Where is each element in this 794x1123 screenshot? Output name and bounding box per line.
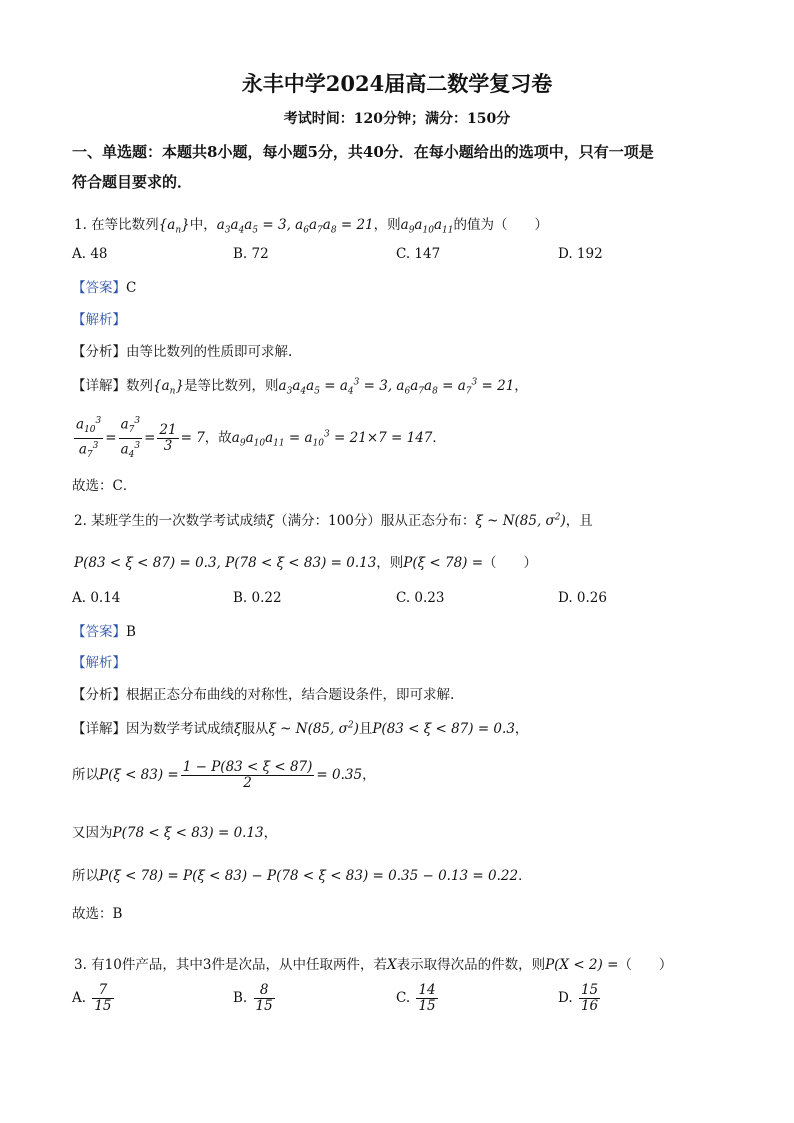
- answer-tag: 【答案】: [72, 624, 126, 640]
- q1-detail: [72, 374, 528, 397]
- q2-option-a: A. 0.14: [72, 590, 121, 606]
- q1-period: ．: [432, 430, 446, 447]
- fenxi-tag: 【分析】: [72, 344, 126, 360]
- q2-detail-a: 因为数学考试成绩: [126, 721, 234, 737]
- q3-option-a-frac: $\frac{7}{15}$: [94, 982, 112, 1014]
- q3-option-d-label: D.: [558, 990, 573, 1006]
- q2-option-b: B. 0.22: [233, 590, 282, 606]
- q1-seq: $\{a_n\}$: [158, 217, 190, 236]
- q2-answer: [72, 620, 136, 640]
- xiangjie-tag: 【详解】: [72, 721, 126, 737]
- q1-detail-line2: $\frac{a_{10}^3}{a_7^3}$ = $\frac{a_7^3}{a_4^3}$ = $\frac{21}{3}$ = 7，故$a_9a_{10}a_{11} = a_{10}^3 = 21\times 7 = 147$．: [72, 414, 446, 463]
- q1-option-c: C. 147: [396, 246, 441, 262]
- fenxi-tag: 【分析】: [72, 687, 126, 703]
- q2-so2: [72, 864, 532, 884]
- q1-stem-text-c: ，则: [373, 217, 401, 233]
- q2-also-comma: ，: [263, 825, 278, 841]
- q2-stem-d: ，则: [376, 555, 404, 571]
- q2-fenxi-text: 根据正态分布曲线的对称性，结合题设条件，即可求解.: [126, 687, 455, 703]
- q2-detail-dist: ξ ~ N(85, $\sigma^2$): [268, 720, 359, 737]
- q1-frac-3: $\frac{21}{3}$: [159, 422, 177, 455]
- q2-stem-line2: [74, 551, 537, 571]
- q2-stem-e: （ ）: [483, 555, 538, 571]
- q1-detail-b: 是等比数列，则: [184, 378, 279, 394]
- q2-stem-b: （满分：100分）服从正态分布：: [274, 513, 476, 529]
- q2-conclusion: 故选：B: [72, 906, 123, 922]
- q2-so2-label: 所以: [72, 868, 99, 884]
- q3-option-c-label: C.: [396, 990, 411, 1006]
- page-title: 永丰中学2024届高二数学复习卷: [241, 71, 553, 96]
- q3-option-a-label: A.: [72, 990, 87, 1006]
- q2-stem-c: ，且: [565, 513, 593, 529]
- q2-so2-period: ．: [518, 868, 532, 884]
- q1-target: $a_9a_{10}a_{11}$: [400, 217, 454, 236]
- q2-detail-comma: ，: [514, 721, 529, 737]
- q1-frac-2: $\frac{a_7^3}{a_4^3}$: [120, 416, 141, 461]
- q1-condition: $a_3a_4a_5 = 3$, $a_6a_7a_8 = 21$: [216, 217, 374, 236]
- q1-stem-text-b: 中，: [189, 217, 217, 233]
- q2-so1: [72, 760, 376, 791]
- q3-option-b: [233, 983, 277, 1014]
- q2-also-label: 又因为: [72, 825, 113, 841]
- q2-also-eq: P(78 < ξ < 83) = 0.13: [112, 825, 264, 841]
- q1-stem: [74, 213, 548, 236]
- q2-fenxi: [72, 683, 454, 703]
- q2-dist: ξ ~ N(85, $\sigma^2$): [475, 512, 566, 529]
- q3-option-d: [558, 983, 602, 1014]
- q1-fenxi: [72, 340, 292, 360]
- q2-so1-comma: ，: [362, 767, 376, 783]
- q2-analysis-tag: 【解析】: [72, 655, 126, 671]
- q2-detail-xi: ξ: [234, 721, 242, 737]
- exam-info: 考试时间：120分钟；满分：150分: [283, 111, 511, 127]
- q1-final-eq: $a_9a_{10}a_{11} = a_{10}^3 = 21\times 7 = 147$: [231, 429, 433, 449]
- q2-detail: [72, 717, 528, 737]
- q1-detail-eq: $a_3a_4a_5 = a_4^3 = 3$, $a_6a_7a_8 = a_7^3 = 21$: [278, 377, 515, 397]
- section-heading-line2: 符合题目要求的．: [72, 173, 193, 191]
- q2-also: [72, 821, 277, 841]
- q2-so2-eq: P(ξ < 78) = P(ξ < 83) − P(78 < ξ < 83) = 0.35 − 0.13 = 0.22: [99, 868, 519, 884]
- q1-frac-1: $\frac{a_{10}^3}{a_7^3}$: [76, 416, 102, 461]
- q1-conclusion: 故选：C．: [72, 478, 137, 494]
- q2-stem-a: 2. 某班学生的一次数学考试成绩: [74, 513, 267, 529]
- q2-option-c: C. 0.23: [396, 590, 445, 606]
- q2-option-d: D. 0.26: [558, 590, 607, 606]
- q1-detail-c: ，故: [204, 430, 232, 447]
- q1-eq-7: = 7: [180, 430, 205, 447]
- q2-so1-lhs: P(ξ < 83) =: [99, 767, 179, 783]
- q2-so1-frac: $\frac{1 - P(83 < \xi < 87)}{2}$: [182, 759, 313, 791]
- q2-given: P(83 < ξ < 87) = 0.3, P(78 < ξ < 83) = 0.13: [74, 555, 377, 571]
- q1-detail-comma: ，: [514, 378, 528, 394]
- q2-answer-value: B: [126, 624, 136, 640]
- q1-option-b: B. 72: [233, 246, 269, 262]
- q2-xi: ξ: [266, 513, 275, 529]
- q3-option-a: [72, 983, 116, 1014]
- q1-answer-value: C: [126, 280, 137, 296]
- xiangjie-tag: 【详解】: [72, 378, 126, 394]
- q3-stem-c: （ ）: [618, 957, 673, 973]
- section-heading-line1: 一、单选题：本题共8小题，每小题5分，共40分．在每小题给出的选项中，只有一项是: [72, 143, 654, 161]
- answer-tag: 【答案】: [72, 280, 126, 296]
- q1-stem-text-d: 的值为（ ）: [453, 217, 548, 233]
- q3-stem-a: 3. 有10件产品，其中3件是次品，从中任取两件，若: [74, 957, 387, 973]
- q1-option-d: D. 192: [558, 246, 603, 262]
- q3-ask: P(X < 2) =: [545, 957, 619, 973]
- q2-ask: P(ξ < 78) =: [403, 555, 484, 571]
- q1-analysis-tag: 【解析】: [72, 312, 126, 328]
- q3-x: X: [386, 957, 397, 973]
- q3-stem: [74, 953, 672, 973]
- q3-option-c: [396, 983, 440, 1014]
- q1-option-a: A. 48: [72, 246, 108, 262]
- q2-detail-given: P(83 < ξ < 87) = 0.3: [372, 721, 515, 737]
- q2-detail-b: 服从: [241, 721, 269, 737]
- q1-stem-text-a: 1. 在等比数列: [74, 217, 159, 233]
- q1-detail-seq: $\{a_n\}$: [153, 378, 185, 397]
- q2-so1-label: 所以: [72, 767, 99, 783]
- q3-option-c-frac: $\frac{14}{15}$: [418, 982, 436, 1014]
- q1-answer: [72, 276, 136, 296]
- q3-option-d-frac: $\frac{15}{16}$: [580, 982, 599, 1014]
- q1-fenxi-text: 由等比数列的性质即可求解.: [126, 344, 293, 360]
- q3-option-b-frac: $\frac{8}{15}$: [255, 982, 273, 1014]
- q3-option-b-label: B.: [233, 990, 248, 1006]
- q2-stem-line1: [74, 509, 593, 529]
- q2-so1-rhs: = 0.35: [316, 767, 363, 783]
- q1-detail-a: 数列: [126, 378, 153, 394]
- q2-detail-c: 且: [358, 721, 373, 737]
- q3-stem-b: 表示取得次品的件数，则: [396, 957, 546, 973]
